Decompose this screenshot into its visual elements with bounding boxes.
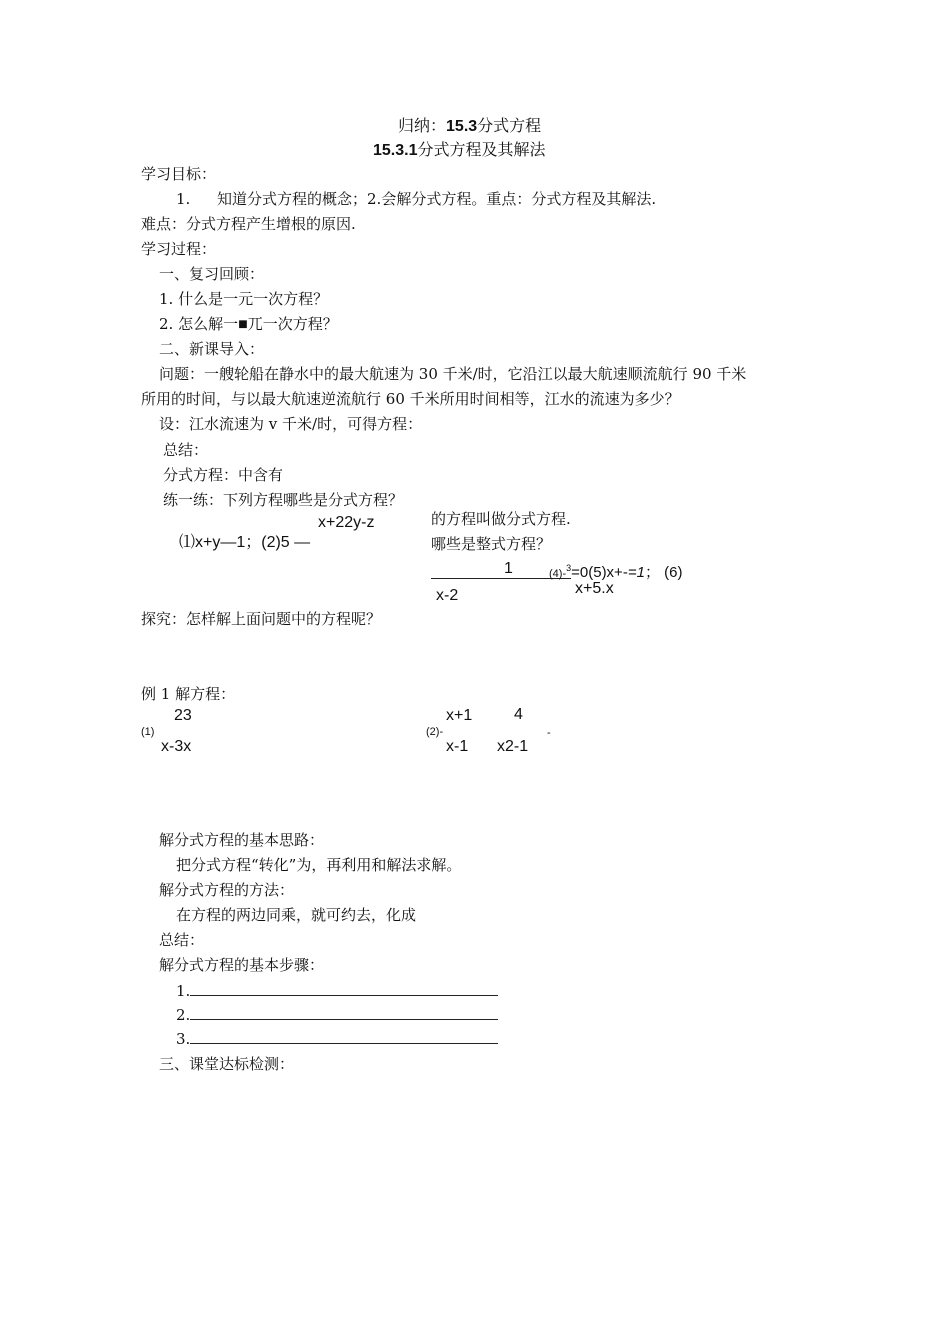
title-number: 15.3: [446, 118, 478, 135]
eq5-rhs: =1: [627, 564, 645, 581]
goal-item-number: 1.: [176, 190, 191, 208]
step-1-blank: [190, 983, 498, 996]
method-text: 在方程的两边同乘，就可约去，化成: [176, 906, 417, 924]
section-3-heading: 三、课堂达标检测：: [159, 1055, 295, 1073]
review-question-2: [159, 317, 338, 333]
setup-text: 设：江水流速为 v 千米/时，可得方程：: [159, 415, 423, 433]
difficulty-text: 难点：分式方程产生增根的原因.: [141, 215, 356, 233]
which-whole-question: 哪些是整式方程？: [431, 535, 552, 553]
step-2: [176, 1007, 498, 1023]
fraction-3-numerator: 1: [504, 560, 513, 577]
subtitle-text: 分式方程及其解法: [417, 140, 546, 159]
example-2-label: (2)-: [426, 726, 444, 738]
subtitle-number: 15.3.1: [373, 142, 418, 159]
example-2-numerator-1: x+1: [446, 707, 473, 724]
step-3-blank: [190, 1031, 498, 1044]
review-q2-part-b: 兀一次方程？: [247, 315, 338, 333]
page-title: [398, 118, 541, 135]
equations-1-2: ⑴x+y—1；(2)5 —: [179, 534, 311, 551]
example-1-label: (1): [141, 726, 155, 738]
goals-heading: 学习目标：: [141, 165, 217, 183]
method-summary: 总结：: [159, 931, 205, 949]
steps-heading: 解分式方程的基本步骤：: [159, 956, 325, 974]
intro-heading: 二、新课导入：: [159, 340, 265, 358]
eq4-exponent: 3: [566, 563, 572, 573]
page-subtitle: [373, 142, 546, 159]
example-1-denominator: x-3x: [161, 738, 192, 755]
problem-line-1: 问题：一艘轮船在静水中的最大航速为 30 千米/时，它沿江以最大航速顺流航行 90 千米: [159, 365, 747, 383]
explore-text: 探究：怎样解上面问题中的方程呢？: [141, 610, 382, 628]
example-2-dash: -: [547, 727, 551, 739]
review-q2-part-a: 2. 怎么解一: [159, 315, 239, 333]
process-heading: 学习过程：: [141, 240, 217, 258]
definition-text: 分式方程：中含有: [163, 466, 284, 484]
review-question-1: 1. 什么是一元一次方程？: [159, 290, 329, 308]
equations-4-5-6: [549, 564, 682, 580]
filled-square-glyph: ■: [238, 316, 248, 333]
intro-summary: 总结：: [163, 441, 209, 459]
practice-numerator: x+22y-z: [318, 514, 375, 531]
example-1-numerator: 23: [174, 707, 192, 724]
eq5-denominator: x+5.x: [575, 580, 614, 597]
goal-item-text: 知道分式方程的概念；2.会解分式方程。重点：分式方程及其解法.: [217, 190, 657, 208]
idea-heading: 解分式方程的基本思路：: [159, 831, 325, 849]
step-1-number: 1.: [176, 982, 191, 1000]
definition-end: 的方程叫做分式方程.: [431, 510, 571, 528]
example-2-denominator-1: x-1: [446, 738, 469, 755]
example-2-numerator-2: 4: [514, 706, 523, 723]
step-2-number: 2.: [176, 1006, 191, 1024]
step-3: [176, 1031, 498, 1047]
eq4-5-body: =0(5)x+-: [571, 564, 628, 581]
problem-line-2: 所用的时间，与以最大航速逆流航行 60 千米所用时间相等，江水的流速为多少？: [141, 390, 680, 408]
fraction-3-denominator: x-2: [436, 587, 459, 604]
method-heading: 解分式方程的方法：: [159, 881, 295, 899]
example-heading: 例 1 解方程：: [141, 685, 236, 703]
eq6-label: ； (6): [644, 564, 683, 581]
step-2-blank: [190, 1007, 498, 1020]
eq4-label: (4)-: [549, 568, 567, 580]
title-prefix: 归纳：: [398, 116, 447, 135]
step-1: [176, 983, 498, 999]
idea-text: 把分式方程“转化”为，再利用和解法求解。: [176, 856, 462, 874]
example-2-denominator-2: x2-1: [497, 738, 529, 755]
title-text: 分式方程: [477, 116, 542, 135]
review-heading: 一、复习回顾：: [159, 265, 265, 283]
practice-prompt: 练一练：下列方程哪些是分式方程？: [163, 491, 404, 509]
step-3-number: 3.: [176, 1030, 191, 1048]
